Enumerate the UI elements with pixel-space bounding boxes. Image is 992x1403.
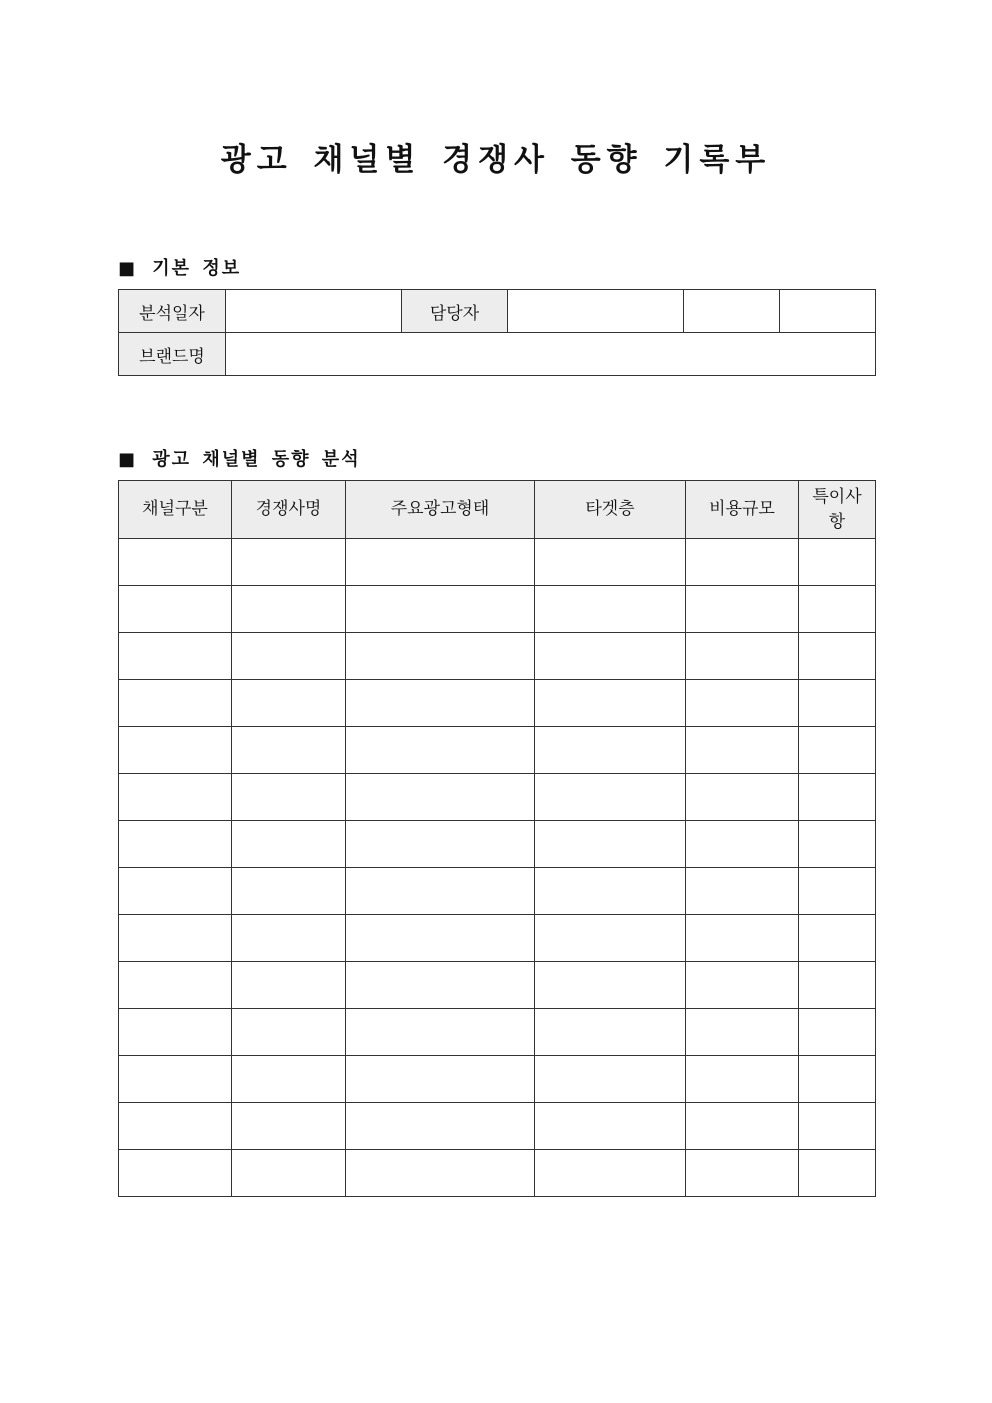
header-channel-type: 채널구분 — [119, 481, 232, 539]
cell-channel-type[interactable] — [119, 915, 232, 962]
section-basic-info-label: 기본 정보 — [152, 258, 242, 279]
section-channel-trend-label: 광고 채널별 동향 분석 — [152, 449, 361, 470]
cell-target-audience[interactable] — [535, 774, 686, 821]
cell-channel-type[interactable] — [119, 633, 232, 680]
table-row — [119, 539, 876, 586]
cell-target-audience[interactable] — [535, 539, 686, 586]
cell-main-ad-type[interactable] — [346, 539, 535, 586]
cell-competitor-name[interactable] — [232, 1150, 346, 1197]
cell-remarks[interactable] — [799, 633, 876, 680]
cell-cost-scale[interactable] — [686, 727, 799, 774]
table-row — [119, 1009, 876, 1056]
cell-competitor-name[interactable] — [232, 962, 346, 1009]
cell-main-ad-type[interactable] — [346, 962, 535, 1009]
section-basic-info-heading — [118, 254, 241, 280]
section-channel-trend-heading — [118, 445, 361, 471]
cell-cost-scale[interactable] — [686, 1009, 799, 1056]
cell-competitor-name[interactable] — [232, 774, 346, 821]
manager-label: 담당자 — [402, 290, 508, 333]
cell-main-ad-type[interactable] — [346, 1103, 535, 1150]
table-row — [119, 1103, 876, 1150]
brand-name-field[interactable] — [226, 333, 876, 376]
analysis-date-field[interactable] — [226, 290, 402, 333]
channel-trend-table — [118, 480, 876, 1197]
cell-target-audience[interactable] — [535, 1150, 686, 1197]
cell-cost-scale[interactable] — [686, 774, 799, 821]
square-bullet-icon: ■ — [118, 449, 138, 470]
cell-competitor-name[interactable] — [232, 821, 346, 868]
cell-channel-type[interactable] — [119, 962, 232, 1009]
cell-competitor-name[interactable] — [232, 586, 346, 633]
header-main-ad-type: 주요광고형태 — [346, 481, 535, 539]
cell-remarks[interactable] — [799, 727, 876, 774]
square-bullet-icon: ■ — [118, 258, 138, 279]
cell-main-ad-type[interactable] — [346, 680, 535, 727]
cell-competitor-name[interactable] — [232, 727, 346, 774]
cell-channel-type[interactable] — [119, 727, 232, 774]
cell-main-ad-type[interactable] — [346, 586, 535, 633]
cell-competitor-name[interactable] — [232, 680, 346, 727]
cell-cost-scale[interactable] — [686, 915, 799, 962]
cell-cost-scale[interactable] — [686, 868, 799, 915]
cell-remarks[interactable] — [799, 774, 876, 821]
brand-name-label: 브랜드명 — [119, 333, 226, 376]
channel-trend-rows — [119, 539, 876, 1197]
cell-target-audience[interactable] — [535, 962, 686, 1009]
cell-remarks[interactable] — [799, 1103, 876, 1150]
table-row — [119, 821, 876, 868]
cell-remarks[interactable] — [799, 915, 876, 962]
cell-remarks[interactable] — [799, 1150, 876, 1197]
cell-main-ad-type[interactable] — [346, 1056, 535, 1103]
manager-field[interactable] — [508, 290, 684, 333]
cell-remarks[interactable] — [799, 586, 876, 633]
extra-field-2[interactable] — [780, 290, 876, 333]
cell-competitor-name[interactable] — [232, 539, 346, 586]
cell-cost-scale[interactable] — [686, 633, 799, 680]
cell-main-ad-type[interactable] — [346, 774, 535, 821]
cell-target-audience[interactable] — [535, 1056, 686, 1103]
cell-target-audience[interactable] — [535, 727, 686, 774]
cell-cost-scale[interactable] — [686, 821, 799, 868]
cell-channel-type[interactable] — [119, 586, 232, 633]
cell-channel-type[interactable] — [119, 821, 232, 868]
basic-info-table — [118, 289, 876, 376]
cell-channel-type[interactable] — [119, 1009, 232, 1056]
cell-remarks[interactable] — [799, 539, 876, 586]
cell-cost-scale[interactable] — [686, 1150, 799, 1197]
cell-main-ad-type[interactable] — [346, 868, 535, 915]
header-target-audience: 타겟층 — [535, 481, 686, 539]
cell-remarks[interactable] — [799, 680, 876, 727]
analysis-date-label: 분석일자 — [119, 290, 226, 333]
cell-cost-scale[interactable] — [686, 539, 799, 586]
cell-main-ad-type[interactable] — [346, 821, 535, 868]
table-row — [119, 868, 876, 915]
cell-target-audience[interactable] — [535, 586, 686, 633]
cell-competitor-name[interactable] — [232, 1103, 346, 1150]
cell-remarks[interactable] — [799, 1056, 876, 1103]
cell-cost-scale[interactable] — [686, 1056, 799, 1103]
cell-target-audience[interactable] — [535, 915, 686, 962]
extra-field-1[interactable] — [684, 290, 780, 333]
cell-target-audience[interactable] — [535, 821, 686, 868]
cell-remarks[interactable] — [799, 821, 876, 868]
cell-cost-scale[interactable] — [686, 680, 799, 727]
table-row — [119, 333, 876, 376]
cell-channel-type[interactable] — [119, 680, 232, 727]
cell-channel-type[interactable] — [119, 1103, 232, 1150]
table-row — [119, 1056, 876, 1103]
cell-remarks[interactable] — [799, 868, 876, 915]
cell-target-audience[interactable] — [535, 633, 686, 680]
cell-cost-scale[interactable] — [686, 586, 799, 633]
document-title: 광고 채널별 경쟁사 동향 기록부 — [220, 142, 772, 178]
cell-channel-type[interactable] — [119, 1056, 232, 1103]
cell-target-audience[interactable] — [535, 1103, 686, 1150]
cell-channel-type[interactable] — [119, 774, 232, 821]
cell-target-audience[interactable] — [535, 868, 686, 915]
cell-remarks[interactable] — [799, 962, 876, 1009]
cell-remarks[interactable] — [799, 1009, 876, 1056]
cell-competitor-name[interactable] — [232, 915, 346, 962]
table-row — [119, 633, 876, 680]
cell-cost-scale[interactable] — [686, 1103, 799, 1150]
cell-cost-scale[interactable] — [686, 962, 799, 1009]
table-row — [119, 1150, 876, 1197]
header-cost-scale: 비용규모 — [686, 481, 799, 539]
header-remarks: 특이사항 — [799, 481, 876, 539]
cell-competitor-name[interactable] — [232, 1009, 346, 1056]
cell-main-ad-type[interactable] — [346, 727, 535, 774]
cell-channel-type[interactable] — [119, 868, 232, 915]
cell-target-audience[interactable] — [535, 680, 686, 727]
table-row — [119, 290, 876, 333]
cell-target-audience[interactable] — [535, 1009, 686, 1056]
cell-main-ad-type[interactable] — [346, 1009, 535, 1056]
table-row — [119, 680, 876, 727]
cell-main-ad-type[interactable] — [346, 633, 535, 680]
cell-competitor-name[interactable] — [232, 633, 346, 680]
cell-channel-type[interactable] — [119, 1150, 232, 1197]
cell-channel-type[interactable] — [119, 539, 232, 586]
cell-main-ad-type[interactable] — [346, 915, 535, 962]
table-row — [119, 962, 876, 1009]
table-row — [119, 915, 876, 962]
table-row — [119, 727, 876, 774]
table-header-row — [119, 481, 876, 539]
cell-competitor-name[interactable] — [232, 868, 346, 915]
header-competitor-name: 경쟁사명 — [232, 481, 346, 539]
cell-competitor-name[interactable] — [232, 1056, 346, 1103]
cell-main-ad-type[interactable] — [346, 1150, 535, 1197]
table-row — [119, 774, 876, 821]
table-row — [119, 586, 876, 633]
